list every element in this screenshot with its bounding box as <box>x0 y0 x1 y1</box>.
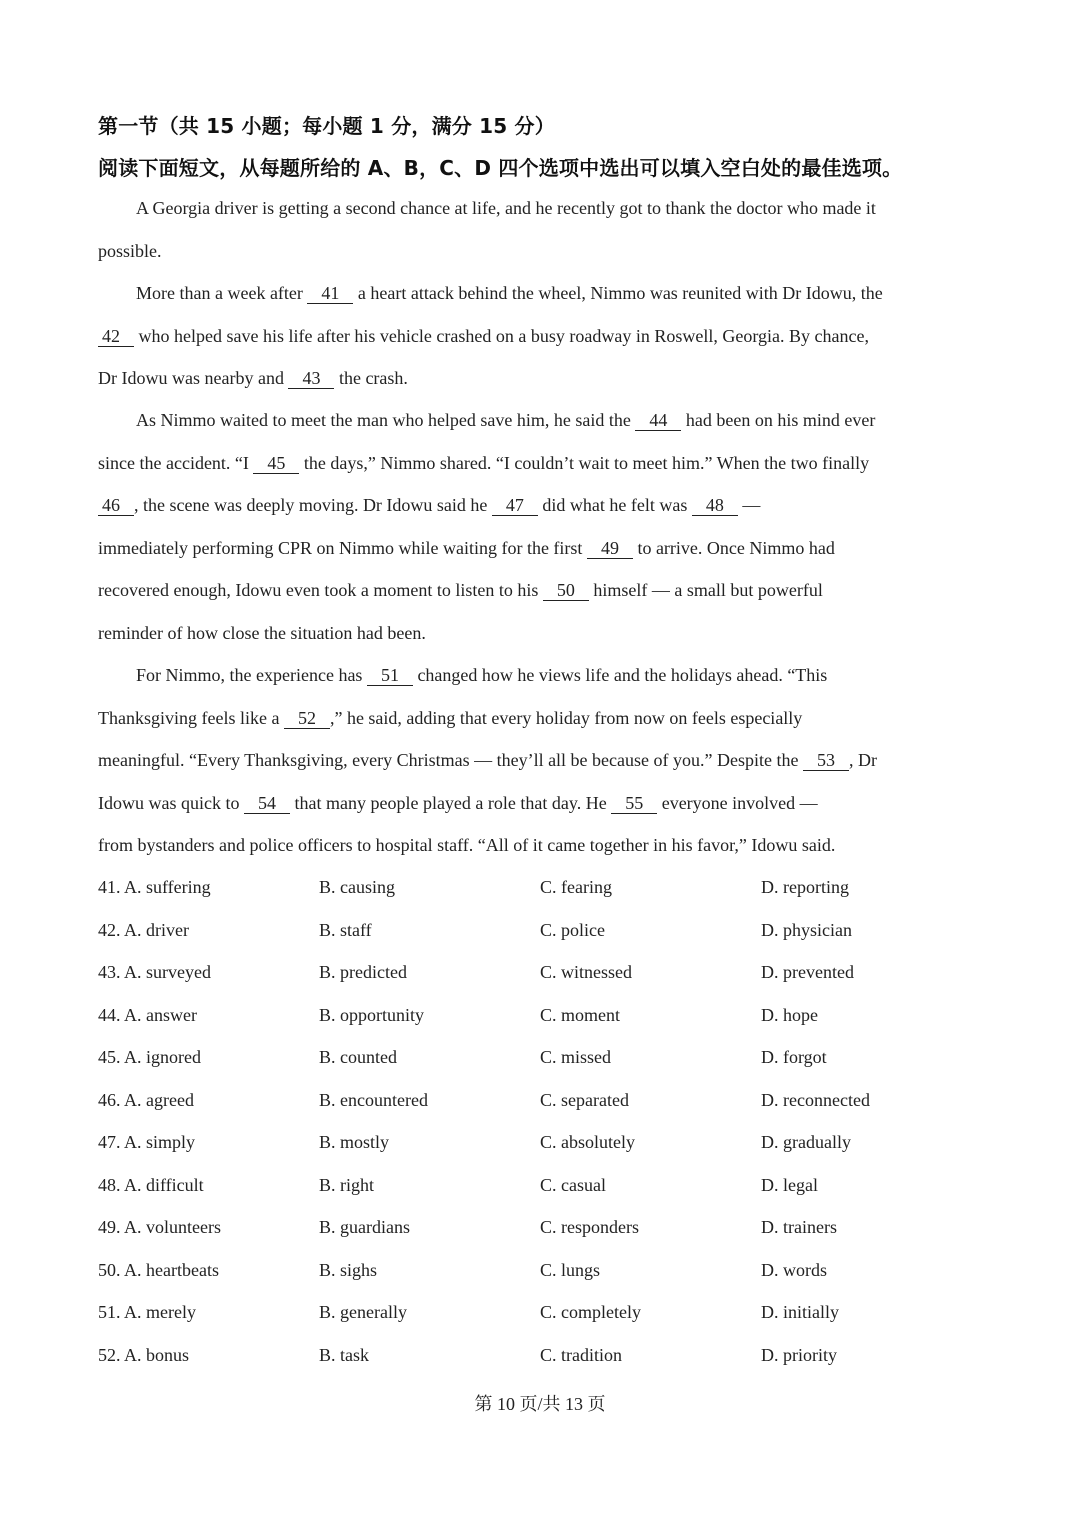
passage-paragraph-3 <box>98 399 978 654</box>
blank-46: 46 <box>98 495 134 516</box>
blank-43: 43 <box>288 368 334 389</box>
passage-line: Idowu was quick to 54 that many people played a role that day. He 55 everyone involved — <box>98 792 818 813</box>
option-b: B. counted <box>319 1047 397 1067</box>
blank-54: 54 <box>244 793 290 814</box>
passage-line: 46 , the scene was deeply moving. Dr Idowu said he 47 did what he felt was 48 — <box>98 484 978 527</box>
option-c: C. moment <box>540 1004 620 1025</box>
option-b: B. causing <box>319 877 395 897</box>
option-row-52 <box>98 1334 998 1377</box>
option-row-43 <box>98 951 998 994</box>
option-row-49 <box>98 1206 998 1249</box>
option-d: D. trainers <box>761 1217 837 1237</box>
passage-line: 42 who helped save his life after his vehicle crashed on a busy roadway in Roswell, Georgia. By chance, <box>98 315 978 358</box>
option-a: 44. A. answer <box>98 1004 197 1025</box>
blank-44: 44 <box>635 410 681 431</box>
option-a: 41. A. suffering <box>98 877 211 897</box>
section-title: 第一节（共 15 小题；每小题 1 分，满分 15 分） <box>98 114 555 138</box>
option-c: C. fearing <box>540 877 612 897</box>
blank-48: 48 <box>692 495 738 516</box>
page-number: 第 10 页/共 13 页 <box>474 1394 606 1414</box>
blank-41: 41 <box>307 283 353 304</box>
option-c: C. completely <box>540 1302 641 1322</box>
blank-42: 42 <box>98 326 134 347</box>
option-b: B. task <box>319 1344 370 1365</box>
option-b: B. generally <box>319 1302 407 1322</box>
passage-line: As Nimmo waited to meet the man who helped save him, he said the 44 had been on his mind ever <box>136 410 876 430</box>
option-d: D. forgot <box>761 1047 827 1067</box>
passage-paragraph-4 <box>98 654 978 867</box>
option-row-51 <box>98 1291 998 1334</box>
blank-55: 55 <box>611 793 657 814</box>
option-a: 47. A. simply <box>98 1132 196 1152</box>
option-row-48 <box>98 1164 998 1207</box>
passage-line: reminder of how close the situation had been. <box>98 622 426 643</box>
passage-line: A Georgia driver is getting a second chance at life, and he recently got to thank the doctor who made it <box>136 198 876 218</box>
option-a: 43. A. surveyed <box>98 962 211 982</box>
option-c: C. police <box>540 919 605 940</box>
blank-51: 51 <box>367 665 413 686</box>
option-c: C. witnessed <box>540 962 632 982</box>
blank-45: 45 <box>253 453 299 474</box>
option-a: 50. A. heartbeats <box>98 1259 219 1280</box>
passage-line: possible. <box>98 240 162 261</box>
option-c: C. casual <box>540 1174 606 1195</box>
option-a: 52. A. bonus <box>98 1344 190 1365</box>
option-d: D. hope <box>761 1004 818 1025</box>
option-b: B. predicted <box>319 962 407 982</box>
blank-49: 49 <box>587 538 633 559</box>
instruction-text: 阅读下面短文，从每题所给的 A、B，C、D 四个选项中选出可以填入空白处的最佳选项。 <box>98 156 903 180</box>
option-a: 42. A. driver <box>98 919 189 940</box>
blank-52: 52 <box>284 708 330 729</box>
option-c: C. tradition <box>540 1344 622 1365</box>
option-d: D. legal <box>761 1174 818 1195</box>
passage-line: recovered enough, Idowu even took a moment to listen to his 50 himself — a small but powerful <box>98 580 823 600</box>
option-row-45 <box>98 1036 998 1079</box>
option-c: C. missed <box>540 1047 612 1067</box>
blank-47: 47 <box>492 495 538 516</box>
options-list <box>98 866 998 1376</box>
option-d: D. gradually <box>761 1132 851 1152</box>
passage-line: More than a week after 41 a heart attack behind the wheel, Nimmo was reunited with Dr Idowu, the <box>136 283 883 303</box>
option-b: B. encountered <box>319 1089 428 1110</box>
option-d: D. initially <box>761 1302 839 1322</box>
passage-line: from bystanders and police officers to hospital staff. “All of it came together in his favor,” Idowu said. <box>98 835 836 855</box>
option-row-47 <box>98 1121 998 1164</box>
option-c: C. responders <box>540 1217 639 1237</box>
option-row-50 <box>98 1249 998 1292</box>
passage-line: Thanksgiving feels like a 52 ,” he said, adding that every holiday from now on feels especially <box>98 707 803 728</box>
option-d: D. physician <box>761 919 852 940</box>
passage-line: since the accident. “I 45 the days,” Nimmo shared. “I couldn’t wait to meet him.” When the two finally <box>98 452 870 473</box>
passage-paragraph-1 <box>98 187 978 272</box>
option-b: B. mostly <box>319 1132 390 1152</box>
option-row-42 <box>98 909 998 952</box>
passage-line: immediately performing CPR on Nimmo while waiting for the first 49 to arrive. Once Nimmo had <box>98 537 835 558</box>
passage-line: Dr Idowu was nearby and 43 the crash. <box>98 368 408 388</box>
option-a: 51. A. merely <box>98 1302 196 1322</box>
option-b: B. right <box>319 1174 375 1195</box>
option-c: C. lungs <box>540 1259 601 1280</box>
option-d: D. reporting <box>761 877 849 897</box>
option-a: 48. A. difficult <box>98 1174 204 1195</box>
option-a: 45. A. ignored <box>98 1047 201 1067</box>
option-row-41 <box>98 866 998 909</box>
option-d: D. words <box>761 1259 827 1280</box>
option-d: D. prevented <box>761 962 854 982</box>
option-a: 46. A. agreed <box>98 1089 194 1110</box>
option-c: C. absolutely <box>540 1132 635 1152</box>
option-c: C. separated <box>540 1089 629 1110</box>
passage-line: For Nimmo, the experience has 51 changed how he views life and the holidays ahead. “This <box>136 665 828 685</box>
blank-53: 53 <box>803 750 849 771</box>
option-row-46 <box>98 1079 998 1122</box>
blank-50: 50 <box>543 580 589 601</box>
option-d: D. reconnected <box>761 1089 870 1110</box>
option-row-44 <box>98 994 998 1037</box>
option-b: B. opportunity <box>319 1004 425 1025</box>
option-d: D. priority <box>761 1344 837 1365</box>
option-b: B. staff <box>319 919 372 940</box>
option-b: B. sighs <box>319 1259 378 1280</box>
passage-line: meaningful. “Every Thanksgiving, every Christmas — they’ll all be because of you.” Despite the 53 , Dr <box>98 750 877 770</box>
passage-paragraph-2 <box>98 272 978 400</box>
option-b: B. guardians <box>319 1217 410 1237</box>
option-a: 49. A. volunteers <box>98 1217 221 1237</box>
